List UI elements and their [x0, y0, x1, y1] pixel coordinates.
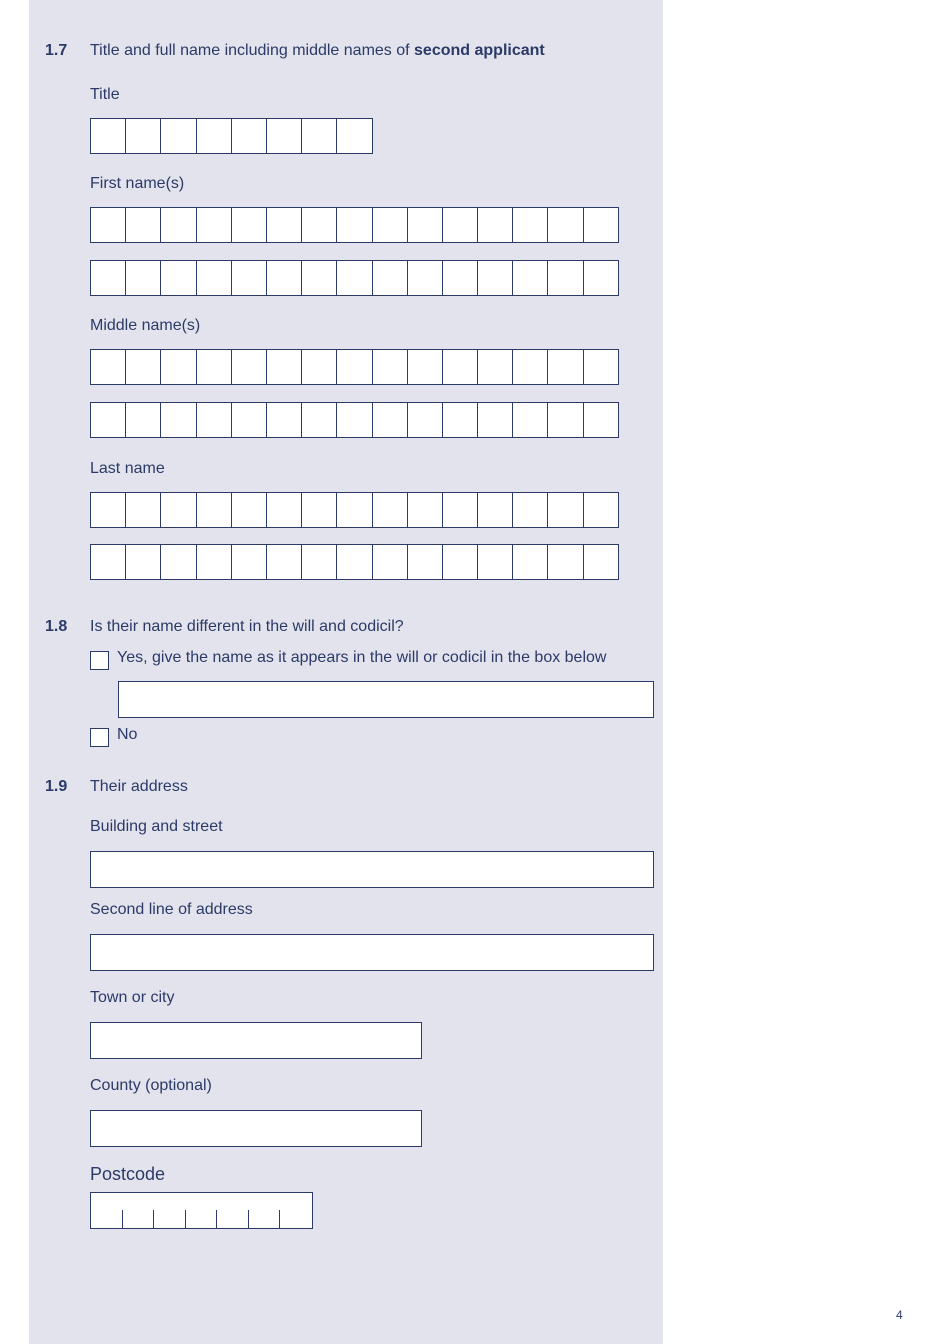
no-checkbox[interactable]	[90, 728, 109, 747]
postcode-char-box[interactable]	[249, 1193, 281, 1228]
char-box[interactable]	[301, 349, 337, 385]
char-box[interactable]	[90, 544, 126, 580]
char-box[interactable]	[231, 207, 267, 243]
char-box[interactable]	[90, 349, 126, 385]
char-box[interactable]	[547, 260, 583, 296]
char-box[interactable]	[407, 402, 443, 438]
char-box[interactable]	[90, 492, 126, 528]
middle-name-input-line-2[interactable]	[90, 402, 618, 438]
question-number-1-8: 1.8	[45, 618, 68, 635]
last-name-label: Last name	[90, 460, 165, 477]
char-box[interactable]	[231, 544, 267, 580]
char-box[interactable]	[125, 260, 161, 296]
postcode-char-box[interactable]	[123, 1193, 155, 1228]
char-box[interactable]	[231, 118, 267, 154]
char-box[interactable]	[266, 118, 302, 154]
char-box[interactable]	[442, 544, 478, 580]
question-text-1-7-prefix: Title and full name including middle names of	[90, 42, 415, 59]
char-box[interactable]	[583, 492, 619, 528]
char-box[interactable]	[266, 544, 302, 580]
char-box[interactable]	[407, 544, 443, 580]
postcode-char-box[interactable]	[186, 1193, 218, 1228]
char-box[interactable]	[266, 207, 302, 243]
char-box[interactable]	[372, 349, 408, 385]
char-box[interactable]	[407, 349, 443, 385]
postcode-char-box[interactable]	[91, 1193, 123, 1228]
first-name-input-line-2[interactable]	[90, 260, 618, 296]
char-box[interactable]	[125, 207, 161, 243]
char-box[interactable]	[160, 402, 196, 438]
char-box[interactable]	[196, 544, 232, 580]
char-box[interactable]	[90, 207, 126, 243]
second-line-input[interactable]	[90, 934, 654, 971]
char-box[interactable]	[160, 118, 196, 154]
char-box[interactable]	[266, 349, 302, 385]
char-box[interactable]	[231, 402, 267, 438]
char-box[interactable]	[442, 207, 478, 243]
building-street-label: Building and street	[90, 818, 223, 835]
char-box[interactable]	[160, 207, 196, 243]
postcode-label: Postcode	[90, 1164, 166, 1184]
char-box[interactable]	[336, 260, 372, 296]
no-option-label: No	[117, 726, 138, 743]
char-box[interactable]	[160, 260, 196, 296]
char-box[interactable]	[301, 207, 337, 243]
char-box[interactable]	[125, 118, 161, 154]
char-box[interactable]	[90, 260, 126, 296]
char-box[interactable]	[372, 492, 408, 528]
char-box[interactable]	[583, 349, 619, 385]
char-box[interactable]	[512, 260, 548, 296]
char-box[interactable]	[372, 402, 408, 438]
char-box[interactable]	[266, 402, 302, 438]
char-box[interactable]	[125, 544, 161, 580]
char-box[interactable]	[442, 260, 478, 296]
char-box[interactable]	[231, 349, 267, 385]
yes-checkbox[interactable]	[90, 651, 109, 670]
char-box[interactable]	[336, 118, 372, 154]
char-box[interactable]	[196, 118, 232, 154]
char-box[interactable]	[442, 402, 478, 438]
char-box[interactable]	[160, 492, 196, 528]
name-in-will-input[interactable]	[118, 681, 654, 718]
char-box[interactable]	[336, 402, 372, 438]
char-box[interactable]	[196, 207, 232, 243]
first-name-label: First name(s)	[90, 175, 185, 192]
char-box[interactable]	[477, 492, 513, 528]
char-box[interactable]	[196, 349, 232, 385]
char-box[interactable]	[372, 260, 408, 296]
char-box[interactable]	[477, 349, 513, 385]
char-box[interactable]	[407, 207, 443, 243]
char-box[interactable]	[301, 260, 337, 296]
yes-option-label: Yes, give the name as it appears in the will or codicil in the box below	[117, 649, 607, 666]
char-box[interactable]	[231, 260, 267, 296]
char-box[interactable]	[442, 349, 478, 385]
char-box[interactable]	[583, 544, 619, 580]
question-number-1-7: 1.7	[45, 42, 68, 59]
char-box[interactable]	[160, 544, 196, 580]
question-text-1-7-bold: second applicant	[414, 42, 545, 59]
question-text-1-9: Their address	[90, 778, 188, 795]
question-text-1-8: Is their name different in the will and codicil?	[90, 618, 404, 635]
char-box[interactable]	[407, 260, 443, 296]
char-box[interactable]	[407, 492, 443, 528]
char-box[interactable]	[266, 492, 302, 528]
char-box[interactable]	[512, 544, 548, 580]
town-city-label: Town or city	[90, 989, 175, 1006]
char-box[interactable]	[125, 349, 161, 385]
char-box[interactable]	[583, 402, 619, 438]
char-box[interactable]	[477, 402, 513, 438]
char-box[interactable]	[372, 207, 408, 243]
char-box[interactable]	[336, 207, 372, 243]
postcode-input[interactable]	[90, 1192, 313, 1229]
char-box[interactable]	[372, 544, 408, 580]
county-input[interactable]	[90, 1110, 422, 1147]
char-box[interactable]	[477, 260, 513, 296]
char-box[interactable]	[231, 492, 267, 528]
char-box[interactable]	[90, 118, 126, 154]
char-box[interactable]	[477, 544, 513, 580]
middle-name-input-line-1[interactable]	[90, 349, 618, 385]
char-box[interactable]	[336, 349, 372, 385]
char-box[interactable]	[583, 260, 619, 296]
char-box[interactable]	[512, 349, 548, 385]
building-street-input[interactable]	[90, 851, 654, 888]
char-box[interactable]	[477, 207, 513, 243]
first-name-input-line-1[interactable]	[90, 207, 618, 243]
char-box[interactable]	[336, 492, 372, 528]
char-box[interactable]	[301, 402, 337, 438]
char-box[interactable]	[512, 207, 548, 243]
char-box[interactable]	[336, 544, 372, 580]
char-box[interactable]	[196, 402, 232, 438]
char-box[interactable]	[512, 492, 548, 528]
char-box[interactable]	[196, 260, 232, 296]
title-label: Title	[90, 86, 120, 103]
char-box[interactable]	[583, 207, 619, 243]
char-box[interactable]	[301, 492, 337, 528]
char-box[interactable]	[547, 492, 583, 528]
char-box[interactable]	[160, 349, 196, 385]
char-box[interactable]	[90, 402, 126, 438]
last-name-input-line-2[interactable]	[90, 544, 618, 580]
postcode-char-box[interactable]	[217, 1193, 249, 1228]
county-label: County (optional)	[90, 1077, 212, 1094]
town-city-input[interactable]	[90, 1022, 422, 1059]
middle-name-label: Middle name(s)	[90, 317, 201, 334]
char-box[interactable]	[125, 402, 161, 438]
last-name-input-line-1[interactable]	[90, 492, 618, 528]
title-input[interactable]	[90, 118, 372, 154]
second-line-label: Second line of address	[90, 901, 253, 918]
char-box[interactable]	[547, 349, 583, 385]
char-box[interactable]	[125, 492, 161, 528]
char-box[interactable]	[301, 544, 337, 580]
question-text-1-7	[90, 42, 545, 60]
char-box[interactable]	[512, 402, 548, 438]
postcode-char-box[interactable]	[280, 1193, 312, 1228]
char-box[interactable]	[547, 207, 583, 243]
page-number: 4	[896, 1308, 903, 1322]
postcode-char-box[interactable]	[154, 1193, 186, 1228]
char-box[interactable]	[442, 492, 478, 528]
char-box[interactable]	[196, 492, 232, 528]
char-box[interactable]	[266, 260, 302, 296]
char-box[interactable]	[301, 118, 337, 154]
question-number-1-9: 1.9	[45, 778, 68, 795]
char-box[interactable]	[547, 402, 583, 438]
char-box[interactable]	[547, 544, 583, 580]
